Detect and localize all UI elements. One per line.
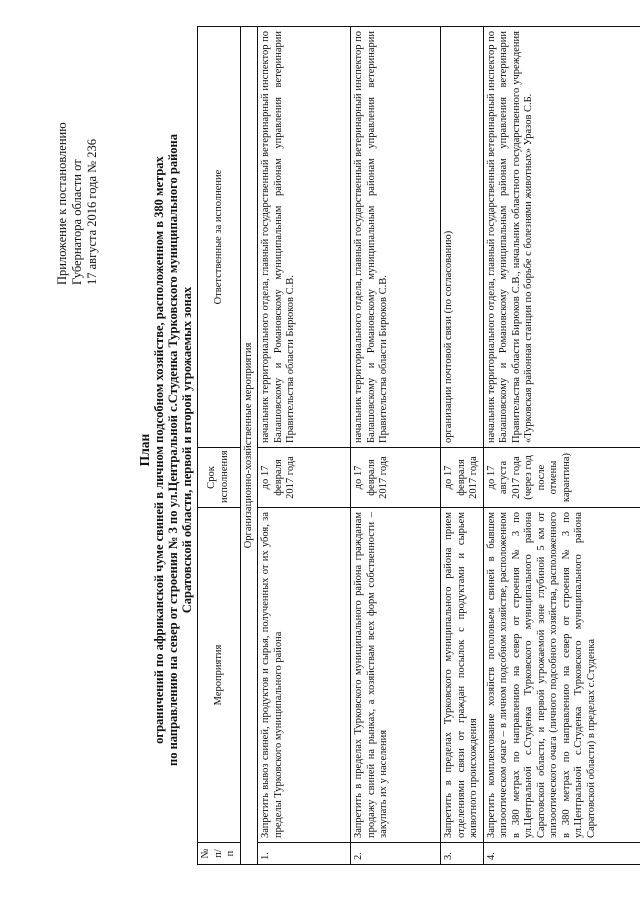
table-row [258, 27, 351, 865]
header-num: № п/п [198, 843, 241, 865]
row-deadline: до 17 февраля 2017 года [258, 448, 351, 508]
approval-line: Приложение к постановлению [55, 122, 69, 285]
row-responsible: организации почтовой связи (по согласованию) [441, 27, 484, 448]
approval-line: 17 августа 2016 года № 236 [85, 139, 99, 285]
row-measure: Запретить в пределах Турковского муниципального района гражданам продажу свиней на рынках, а хозяйствам всех форм собственности – закупать их у населения [351, 508, 441, 843]
header-measure: Мероприятия [198, 508, 241, 843]
table-row [483, 27, 640, 865]
title-line: по направлению на север от строения № 3 по ул.Центральной с.Студенка Турковского муниципального района [166, 134, 180, 766]
title-heading: План [137, 433, 152, 467]
row-num: 1. [258, 843, 351, 865]
row-num: 3. [441, 843, 484, 865]
table-row [441, 27, 484, 865]
header-deadline: Срок исполнения [198, 448, 241, 508]
approval-stamp [55, 55, 100, 285]
row-num: 2. [351, 843, 441, 865]
row-responsible: начальник территориального отдела, главный государственный ветеринарный инспектор по Балашовскому и Романовскому муниципальным районам управления ветеринарии Правительства области Бирюков С.В., начальник областного государственного учреждения «Турковская районная станция по борьбе с болезнями животных» Уразов С.Б. [483, 27, 640, 448]
row-deadline: до 17 февраля 2017 года [351, 448, 441, 508]
plan-table [197, 26, 640, 865]
row-responsible: начальник территориального отдела, главный государственный ветеринарный инспектор по Балашовскому и Романовскому муниципальным районам управления ветеринарии Правительства области Бирюков С.В. [351, 27, 441, 448]
section-title: Организационно-хозяйственные мероприятия [240, 27, 258, 865]
table-row [351, 27, 441, 865]
row-measure: Запретить вывоз свиней, продуктов и сырья, полученных от их убоя, за пределы Турковского муниципального района [258, 508, 351, 843]
row-deadline: до 17 августа 2017 года (через год после отмены карантина) [483, 448, 640, 508]
row-measure: Запретить комплектование хозяйств поголовьем свиней в бывшем эпизоотическом очаге – в личном подсобном хозяйстве, расположенном в 380 метрах по направлению на север от строения № 3 по ул.Центральной с.Студенка Турковского муниципального района Саратовской области, и первой угрожаемой зоне глубиной 5 км от эпизоотического очага (личного подсобного хозяйства, расположенного в 380 метрах по направлению на север от строения № 3 по ул.Центральной с.Студенка Турковского муниципального района Саратовской области) в пределах с.Студенка [483, 508, 640, 843]
title-line: Саратовской области, первой и второй угрожаемых зонах [180, 286, 194, 614]
row-measure: Запретить в пределах Турковского муниципального района прием отделениями связи от граждан посылок с продуктами и сырьем животного происхождения [441, 508, 484, 843]
document-title [138, 35, 194, 865]
approval-line: Губернатора области от [70, 159, 84, 285]
header-responsible: Ответственные за исполнение [198, 27, 241, 448]
row-num: 4. [483, 843, 640, 865]
title-line: ограничений по африканской чуме свиней в личном подсобном хозяйстве, расположенном в 380 метрах [152, 156, 166, 744]
section-row [240, 27, 258, 865]
row-responsible: начальник территориального отдела, главный государственный ветеринарный инспектор по Балашовскому и Романовскому муниципальным районам управления ветеринарии Правительства области Бирюков С.В. [258, 27, 351, 448]
row-deadline: до 17 февраля 2017 года [441, 448, 484, 508]
table-header-row [198, 27, 241, 865]
